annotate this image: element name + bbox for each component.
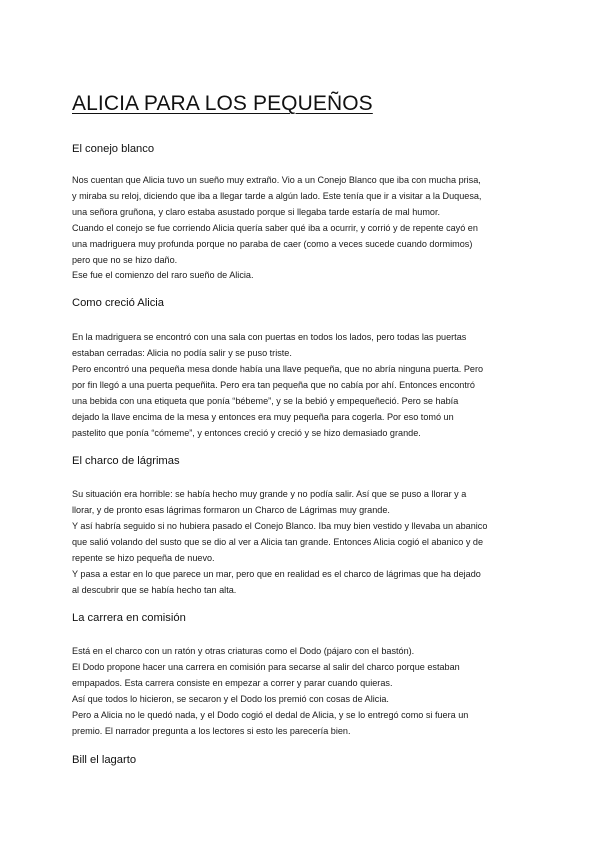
paragraph-line: En la madriguera se encontró con una sala con puertas en todos los lados, pero todas las puertas — [72, 332, 467, 342]
paragraph-line: estaban cerradas: Alicia no podía salir y se puso triste. — [72, 348, 292, 358]
paragraph-line: Nos cuentan que Alicia tuvo un sueño muy extraño. Vio a un Conejo Blanco que iba con mucha prisa, — [72, 175, 481, 185]
paragraph-line: Y así habría seguido si no hubiera pasado el Conejo Blanco. Iba muy bien vestido y llevaba un abanico — [72, 521, 488, 531]
section-heading-conejo-blanco: El conejo blanco — [72, 143, 155, 155]
paragraph-line: por fin llegó a una puerta pequeñita. Pero era tan pequeña que no cabía por ahí. Entonces encontró — [72, 380, 475, 390]
paragraph-line: premio. El narrador pregunta a los lectores si esto les parecería bien. — [72, 726, 351, 736]
paragraph-line: que salió volando del susto que se dio al ver a Alicia tan grande. Entonces Alicia cogió el abanico y de — [72, 537, 484, 547]
paragraph-line: una señora gruñona, y claro estaba asustado porque si llegaba tarde estaría de mal humor. — [72, 207, 441, 217]
paragraph-line: Su situación era horrible: se había hecho muy grande y no podía salir. Así que se puso a llorar y a — [72, 489, 467, 499]
paragraph-line: Así que todos lo hicieron, se secaron y el Dodo los premió con cosas de Alicia. — [72, 694, 389, 704]
paragraph-line: Pero a Alicia no le quedó nada, y el Dodo cogió el dedal de Alicia, y se lo entregó como si fuera un — [72, 710, 469, 720]
paragraph-line: una bebida con una etiqueta que ponía “bébeme”, y se la bebió y empequeñeció. Pero se había — [72, 396, 459, 406]
paragraph-line: Pero encontró una pequeña mesa donde había una llave pequeña, que no abría ninguna puerta. Pero — [72, 364, 484, 374]
document-title: ALICIA PARA LOS PEQUEÑOS — [72, 92, 373, 115]
paragraph-line: dejado la llave encima de la mesa y entonces era muy pequeña para cogerla. Por eso tomó un — [72, 412, 454, 422]
paragraph-line: Y pasa a estar en lo que parece un mar, pero que en realidad es el charco de lágrimas que ha dejado — [72, 569, 481, 579]
paragraph-line: llorar, y de pronto esas lágrimas formaron un Charco de Lágrimas muy grande. — [72, 505, 390, 515]
paragraph-line: y miraba su reloj, diciendo que iba a llegar tarde a algún lado. Este tenía que ir a visitar a la Duquesa, — [72, 191, 482, 201]
paragraph-line: empapados. Esta carrera consiste en empezar a correr y parar cuando quieras. — [72, 678, 393, 688]
section-heading-carrera-en-comision: La carrera en comisión — [72, 612, 186, 624]
paragraph-line: repente se hizo pequeña de nuevo. — [72, 553, 215, 563]
section-heading-bill-el-lagarto: Bill el lagarto — [72, 754, 137, 766]
paragraph-line: pero que no se hizo daño. — [72, 255, 178, 265]
paragraph-line: al descubrir que se había hecho tan alta. — [72, 585, 237, 595]
paragraph-line: una madriguera muy profunda porque no paraba de caer (como a veces sucede cuando dormimos) — [72, 239, 473, 249]
paragraph-line: Cuando el conejo se fue corriendo Alicia quería saber qué iba a ocurrir, y corrió y de repente cayó en — [72, 223, 478, 233]
paragraph-line: Ese fue el comienzo del raro sueño de Alicia. — [72, 270, 254, 280]
section-heading-charco-de-lagrimas: El charco de lágrimas — [72, 455, 180, 467]
section-heading-como-crecio-alicia: Como creció Alicia — [72, 297, 165, 309]
paragraph-line: pastelito que ponía “cómeme”, y entonces creció y creció y se hizo demasiado grande. — [72, 428, 421, 438]
paragraph-line: Está en el charco con un ratón y otras criaturas como el Dodo (pájaro con el bastón). — [72, 646, 415, 656]
paragraph-line: El Dodo propone hacer una carrera en comisión para secarse al salir del charco porque estaban — [72, 662, 460, 672]
